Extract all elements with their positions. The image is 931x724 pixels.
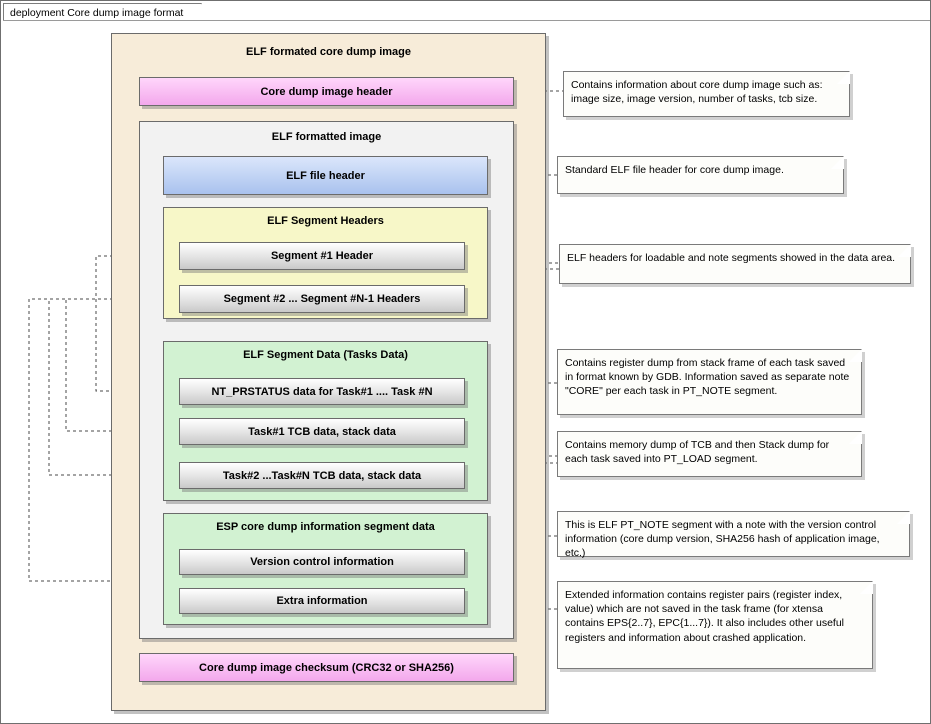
- note-segment-headers: [559, 244, 911, 284]
- note-elf-file-header-text: Standard ELF file header for core dump image.: [565, 164, 784, 176]
- note-extra-info: [557, 581, 873, 669]
- note-nt-prstatus: [557, 349, 862, 415]
- note-version-control: [557, 511, 910, 560]
- elf-segment-headers-title: ELF Segment Headers: [267, 215, 384, 227]
- version-control-info-block: [179, 549, 465, 575]
- note-fold-icon: [898, 244, 911, 257]
- nt-prstatus-data-block: [179, 378, 465, 405]
- task2-n-tcb-data-label: Task#2 ...Task#N TCB data, stack data: [222, 469, 422, 482]
- esp-core-dump-info-title: ESP core dump information segment data: [216, 521, 435, 533]
- note-tcb-stack-dump-text: Contains memory dump of TCB and then Stack dump for each task saved into PT_LOAD segment.: [565, 439, 830, 466]
- core-dump-checksum-block: [139, 653, 514, 682]
- core-dump-image-header-block: [139, 77, 514, 106]
- core-dump-checksum-label: Core dump image checksum (CRC32 or SHA256): [199, 661, 454, 674]
- extra-info-label: Extra information: [276, 595, 368, 607]
- elf-file-header-block: [163, 156, 488, 195]
- task2-n-tcb-data-block: [179, 462, 465, 489]
- task1-tcb-data-label: Task#1 TCB data, stack data: [248, 425, 396, 438]
- note-fold-icon: [831, 156, 844, 169]
- diagram-frame-line: [3, 20, 930, 21]
- note-fold-icon: [849, 431, 862, 444]
- core-dump-image-header-label: Core dump image header: [260, 85, 393, 98]
- task1-tcb-data-block: [179, 418, 465, 445]
- diagram-frame-tab: deployment Core dump image format: [3, 3, 202, 21]
- core-dump-image-title: ELF formated core dump image: [245, 46, 412, 58]
- segment-1-header-block: [179, 242, 465, 270]
- note-nt-prstatus-text: Contains register dump from stack frame of each task saved in format known by GDB. Information saved as separate note "CORE" per each task in PT_NOTE segment.: [565, 357, 850, 398]
- note-elf-file-header: [557, 156, 844, 194]
- note-core-dump-header: [563, 71, 850, 117]
- segment-1-header-label: Segment #1 Header: [270, 250, 374, 262]
- elf-file-header-label: ELF file header: [286, 169, 365, 182]
- note-fold-icon: [837, 71, 850, 84]
- note-core-dump-header-text: Contains information about core dump image such as: image size, image version, number of tasks, tcb size.: [571, 79, 823, 106]
- note-tcb-stack-dump: [557, 431, 862, 477]
- note-fold-icon: [860, 581, 873, 594]
- elf-formatted-image-title: ELF formatted image: [271, 131, 382, 143]
- segment-2-n-headers-block: [179, 285, 465, 313]
- note-fold-icon: [897, 511, 910, 524]
- version-control-info-label: Version control information: [250, 556, 394, 568]
- elf-segment-data-title: ELF Segment Data (Tasks Data): [243, 349, 408, 361]
- nt-prstatus-data-label: NT_PRSTATUS data for Task#1 .... Task #N: [211, 385, 433, 398]
- extra-info-block: [179, 588, 465, 614]
- note-segment-headers-text: ELF headers for loadable and note segments showed in the data area.: [567, 252, 896, 264]
- note-extra-info-text: Extended information contains register pairs (register index, value) which are not saved in the task frame (for xtensa contains EPS{2..7}, EPC{1...7}). It also includes other useful registers and information about crashed application.: [565, 589, 845, 644]
- note-fold-icon: [849, 349, 862, 362]
- segment-2-n-headers-label: Segment #2 ... Segment #N-1 Headers: [223, 293, 421, 305]
- note-version-control-text: This is ELF PT_NOTE segment with a note with the version control information (core dump version, SHA256 hash of application image, etc.): [565, 519, 880, 560]
